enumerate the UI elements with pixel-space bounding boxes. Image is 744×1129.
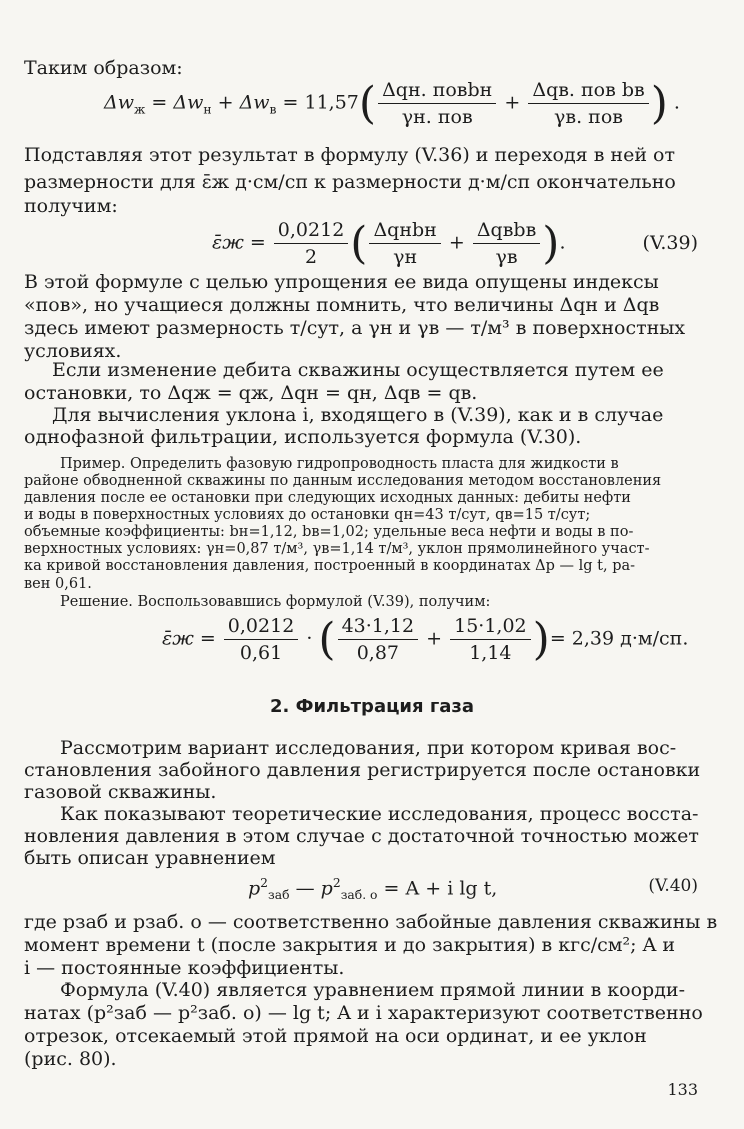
fraction: $\frac{\text{Δqв. пов bв}}{\text{γв. пов}}$ [528,79,648,128]
equation-1: $\Delta w_ж = \Delta w_н + \Delta w_в = 11,57$( $\frac{\text{Δqн. повbн}}{\text{γн. пов}}$ + $\frac{\text{Δqв. пов bв}}{\text{γв. пов}}$ ) . [104,78,680,129]
example-line-4: и воды в поверхностных условиях до остановки qн=43 т/сут, qв=15 т/сут; [24,507,591,523]
paragraph-6-line-2: новления давления в этом случае с достаточной точностью может [24,825,699,847]
paragraph-5-line-1: Рассмотрим вариант исследования, при котором кривая вос- [60,737,677,759]
section-heading: 2. Фильтрация газа [269,696,475,717]
equation-solution: ε̄ж = $\frac{0,0212}{0,61}$ · ( $\frac{43\cdot 1,12}{0,87}$ + $\frac{15\cdot 1,02}{1,14}$ )= 2,39 д·м/сп. [162,614,689,665]
page-number: 133 [667,1080,698,1099]
solution-line: Решение. Воспользовавшись формулой (V.39), получим: [60,594,491,610]
paragraph-1-line-1: Подставляя этот результат в формулу (V.36) и переходя в ней от [24,144,675,166]
paragraph-7-line-2: момент времени t (после закрытия и до закрытия) в кгс/см²; A и [24,934,676,956]
equation-v40: $p^2_{заб}$ — $p^2_{заб. о} = A + i$ lg t, [248,876,498,903]
fraction: $\frac{15\cdot 1,02}{1,14}$ [450,615,531,664]
fraction: $\frac{\text{Δqнbн}}{\gamma н}$ [369,219,440,268]
paragraph-2-line-4: условиях. [24,340,122,362]
example-line-3: давления после ее остановки при следующих исходных данных: дебиты нефти [24,490,631,506]
paragraph-2-line-1: В этой формуле с целью упрощения ее вида опущены индексы [24,271,659,293]
equation-v40-label: (V.40) [648,876,698,896]
example-line-1: Пример. Определить фазовую гидропроводность пласта для жидкости в [60,456,619,472]
paragraph-7-line-1: где pзаб и pзаб. о — соответственно забойные давления скважины в [24,911,718,933]
example-line-8: вен 0,61. [24,576,92,592]
paragraph-3-line-1: Если изменение дебита скважины осуществляется путем ее [52,359,664,381]
equation-v39: ε̄ж = $\frac{0,0212}{2}$ ( $\frac{\text{Δqнbн}}{\gamma н}$ + $\frac{\text{Δqвbв}}{\gamma в}$ ). [212,218,566,269]
equation-v39-label: (V.39) [642,232,698,254]
paragraph-2-line-3: здесь имеют размерность т/сут, а γн и γв — т/м³ в поверхностных [24,317,686,339]
paragraph-5-line-2: становления забойного давления регистрируется после остановки [24,759,701,781]
paragraph-1-line-3: получим: [24,195,118,217]
paragraph-7-line-3: i — постоянные коэффициенты. [24,957,345,979]
paragraph-8-line-1: Формула (V.40) является уравнением прямой линии в коорди- [60,979,686,1001]
example-line-7: ка кривой восстановления давления, построенный в координатах Δp — lg t, ра- [24,558,636,574]
fraction: $\frac{\text{Δqн. повbн}}{\text{γн. пов}}$ [378,79,496,128]
paragraph-8-line-2: натах (p²заб — p²заб. о) — lg t; A и i характеризуют соответственно [24,1002,703,1024]
paragraph-4-line-1: Для вычисления уклона i, входящего в (V.39), как и в случае [52,404,664,426]
fraction: $\frac{0,0212}{0,61}$ [224,615,298,664]
paragraph-1-line-2: размерности для ε̄ж д·см/сп к размерности д·м/сп окончательно [24,171,676,193]
paragraph-6-line-1: Как показывают теоретические исследования, процесс восста- [60,803,699,825]
fraction: $\frac{\text{Δqвbв}}{\gamma в}$ [473,219,540,268]
example-line-6: верхностных условиях: γн=0,87 т/м³, γв=1,14 т/м³, уклон прямолинейного участ- [24,541,650,557]
fraction: $\frac{0,0212}{2}$ [274,219,348,268]
intro-text: Таким образом: [24,57,183,79]
paragraph-8-line-3: отрезок, отсекаемый этой прямой на оси ординат, и ее уклон [24,1025,647,1047]
paragraph-3-line-2: остановки, то Δqж = qж, Δqн = qн, Δqв = qв. [24,382,478,404]
paragraph-8-line-4: (рис. 80). [24,1048,117,1070]
paragraph-2-line-2: «пов», но учащиеся должны помнить, что величины Δqн и Δqв [24,294,660,316]
paragraph-4-line-2: однофазной фильтрации, используется формула (V.30). [24,426,582,448]
example-line-5: объемные коэффициенты: bн=1,12, bв=1,02; удельные веса нефти и воды в по- [24,524,634,540]
paragraph-6-line-3: быть описан уравнением [24,847,276,869]
fraction: $\frac{43\cdot 1,12}{0,87}$ [338,615,419,664]
example-line-2: районе обводненной скважины по данным исследования методом восстановления [24,473,662,489]
paragraph-5-line-3: газовой скважины. [24,781,217,803]
